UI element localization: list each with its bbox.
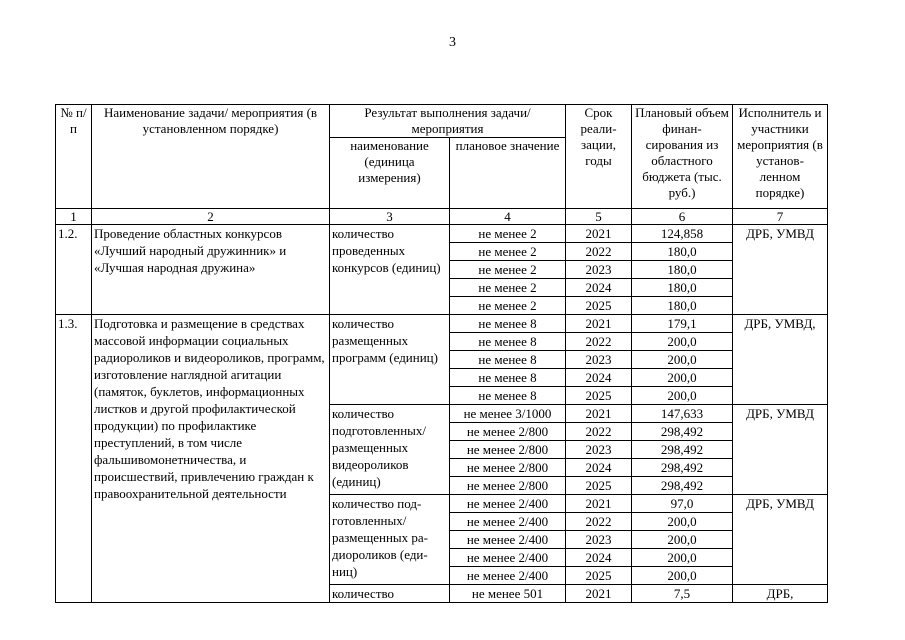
year-value: 2025 (566, 387, 632, 405)
indicator-name: количество проведенных конкурсов (единиц) (330, 225, 450, 315)
column-number: 1 (56, 209, 92, 225)
header-col-num: № п/п (56, 105, 92, 209)
plan-value: не менее 2/800 (450, 423, 566, 441)
year-value: 2023 (566, 441, 632, 459)
funding-value: 147,633 (632, 405, 733, 423)
executor: ДРБ, УМВД, (733, 315, 828, 405)
row-number: 1.2. (56, 225, 92, 315)
year-value: 2021 (566, 405, 632, 423)
plan-value: не менее 501 (450, 585, 566, 603)
column-number: 2 (92, 209, 330, 225)
funding-value: 200,0 (632, 333, 733, 351)
funding-value: 7,5 (632, 585, 733, 603)
plan-value: не менее 2 (450, 243, 566, 261)
funding-value: 180,0 (632, 261, 733, 279)
plan-value: не менее 2/800 (450, 477, 566, 495)
indicator-name: количество подготовленных/ размещенных видеороликов (единиц) (330, 405, 450, 495)
funding-value: 298,492 (632, 441, 733, 459)
column-number: 6 (632, 209, 733, 225)
executor: ДРБ, УМВД (733, 495, 828, 585)
page-number: 3 (449, 35, 456, 50)
year-value: 2021 (566, 585, 632, 603)
header-row-1 (56, 105, 828, 138)
funding-value: 298,492 (632, 459, 733, 477)
funding-value: 200,0 (632, 369, 733, 387)
executor: ДРБ, УМВД (733, 225, 828, 315)
funding-value: 180,0 (632, 243, 733, 261)
year-value: 2022 (566, 243, 632, 261)
header-col-task: Наименование задачи/ мероприятия (в установленном порядке) (92, 105, 330, 209)
funding-value: 200,0 (632, 387, 733, 405)
year-value: 2021 (566, 315, 632, 333)
plan-value: не менее 2/400 (450, 567, 566, 585)
year-value: 2024 (566, 279, 632, 297)
year-value: 2021 (566, 495, 632, 513)
header-col-funding: Плановый объем финан- сирования из областного бюджета (тыс. руб.) (632, 105, 733, 209)
column-number: 4 (450, 209, 566, 225)
header-col-executor: Исполнитель и участники мероприятия (в установ- ленном порядке) (733, 105, 828, 209)
measures-table (55, 104, 828, 603)
year-value: 2024 (566, 549, 632, 567)
year-value: 2024 (566, 369, 632, 387)
funding-value: 298,492 (632, 477, 733, 495)
plan-value: не менее 2 (450, 279, 566, 297)
plan-value: не менее 2/400 (450, 495, 566, 513)
plan-value: не менее 2/400 (450, 513, 566, 531)
plan-value: не менее 8 (450, 387, 566, 405)
year-value: 2025 (566, 297, 632, 315)
year-value: 2025 (566, 477, 632, 495)
plan-value: не менее 8 (450, 333, 566, 351)
header-col-result-value: плановое значение (450, 138, 566, 209)
year-value: 2024 (566, 459, 632, 477)
table-row (56, 225, 828, 243)
table-row (56, 315, 828, 333)
year-value: 2021 (566, 225, 632, 243)
indicator-name: количество под- готовленных/ размещенных ра- диороликов (еди- ниц) (330, 495, 450, 585)
year-value: 2023 (566, 261, 632, 279)
executor: ДРБ, (733, 585, 828, 603)
header-col-result: Результат выполнения задачи/ мероприятия (330, 105, 566, 138)
funding-value: 179,1 (632, 315, 733, 333)
header-col-period: Срок реали- зации, годы (566, 105, 632, 209)
funding-value: 97,0 (632, 495, 733, 513)
year-value: 2023 (566, 531, 632, 549)
plan-value: не менее 8 (450, 369, 566, 387)
plan-value: не менее 2 (450, 297, 566, 315)
task-description: Подготовка и размещение в средствах массовой информации социальных радиороликов и видеороликов, программ, изготовление наглядной агитации (памяток, буклетов, информационных листков и другой профилактической продукции) по профилактике преступлений, в том числе фальшивомонетничества, и происшествий, привлечению граждан к правоохранительной деятельности (92, 315, 330, 603)
column-number: 7 (733, 209, 828, 225)
plan-value: не менее 2/400 (450, 549, 566, 567)
funding-value: 180,0 (632, 279, 733, 297)
year-value: 2022 (566, 513, 632, 531)
year-value: 2022 (566, 333, 632, 351)
plan-value: не менее 2/800 (450, 441, 566, 459)
column-number: 5 (566, 209, 632, 225)
funding-value: 200,0 (632, 351, 733, 369)
funding-value: 200,0 (632, 513, 733, 531)
funding-value: 200,0 (632, 567, 733, 585)
year-value: 2023 (566, 351, 632, 369)
executor: ДРБ, УМВД (733, 405, 828, 495)
indicator-name: количество размещенных программ (единиц) (330, 315, 450, 405)
column-number: 3 (330, 209, 450, 225)
funding-value: 200,0 (632, 531, 733, 549)
plan-value: не менее 2/400 (450, 531, 566, 549)
plan-value: не менее 3/1000 (450, 405, 566, 423)
funding-value: 200,0 (632, 549, 733, 567)
plan-value: не менее 2/800 (450, 459, 566, 477)
funding-value: 298,492 (632, 423, 733, 441)
indicator-name: количество (330, 585, 450, 603)
task-description: Проведение областных конкурсов «Лучший народный дружинник» и «Лучшая народная дружина» (92, 225, 330, 315)
year-value: 2022 (566, 423, 632, 441)
funding-value: 124,858 (632, 225, 733, 243)
header-col-result-name: наименование (единица измерения) (330, 138, 450, 209)
plan-value: не менее 2 (450, 225, 566, 243)
funding-value: 180,0 (632, 297, 733, 315)
plan-value: не менее 8 (450, 315, 566, 333)
plan-value: не менее 2 (450, 261, 566, 279)
column-numbers-row (56, 209, 828, 225)
year-value: 2025 (566, 567, 632, 585)
plan-value: не менее 8 (450, 351, 566, 369)
row-number: 1.3. (56, 315, 92, 603)
